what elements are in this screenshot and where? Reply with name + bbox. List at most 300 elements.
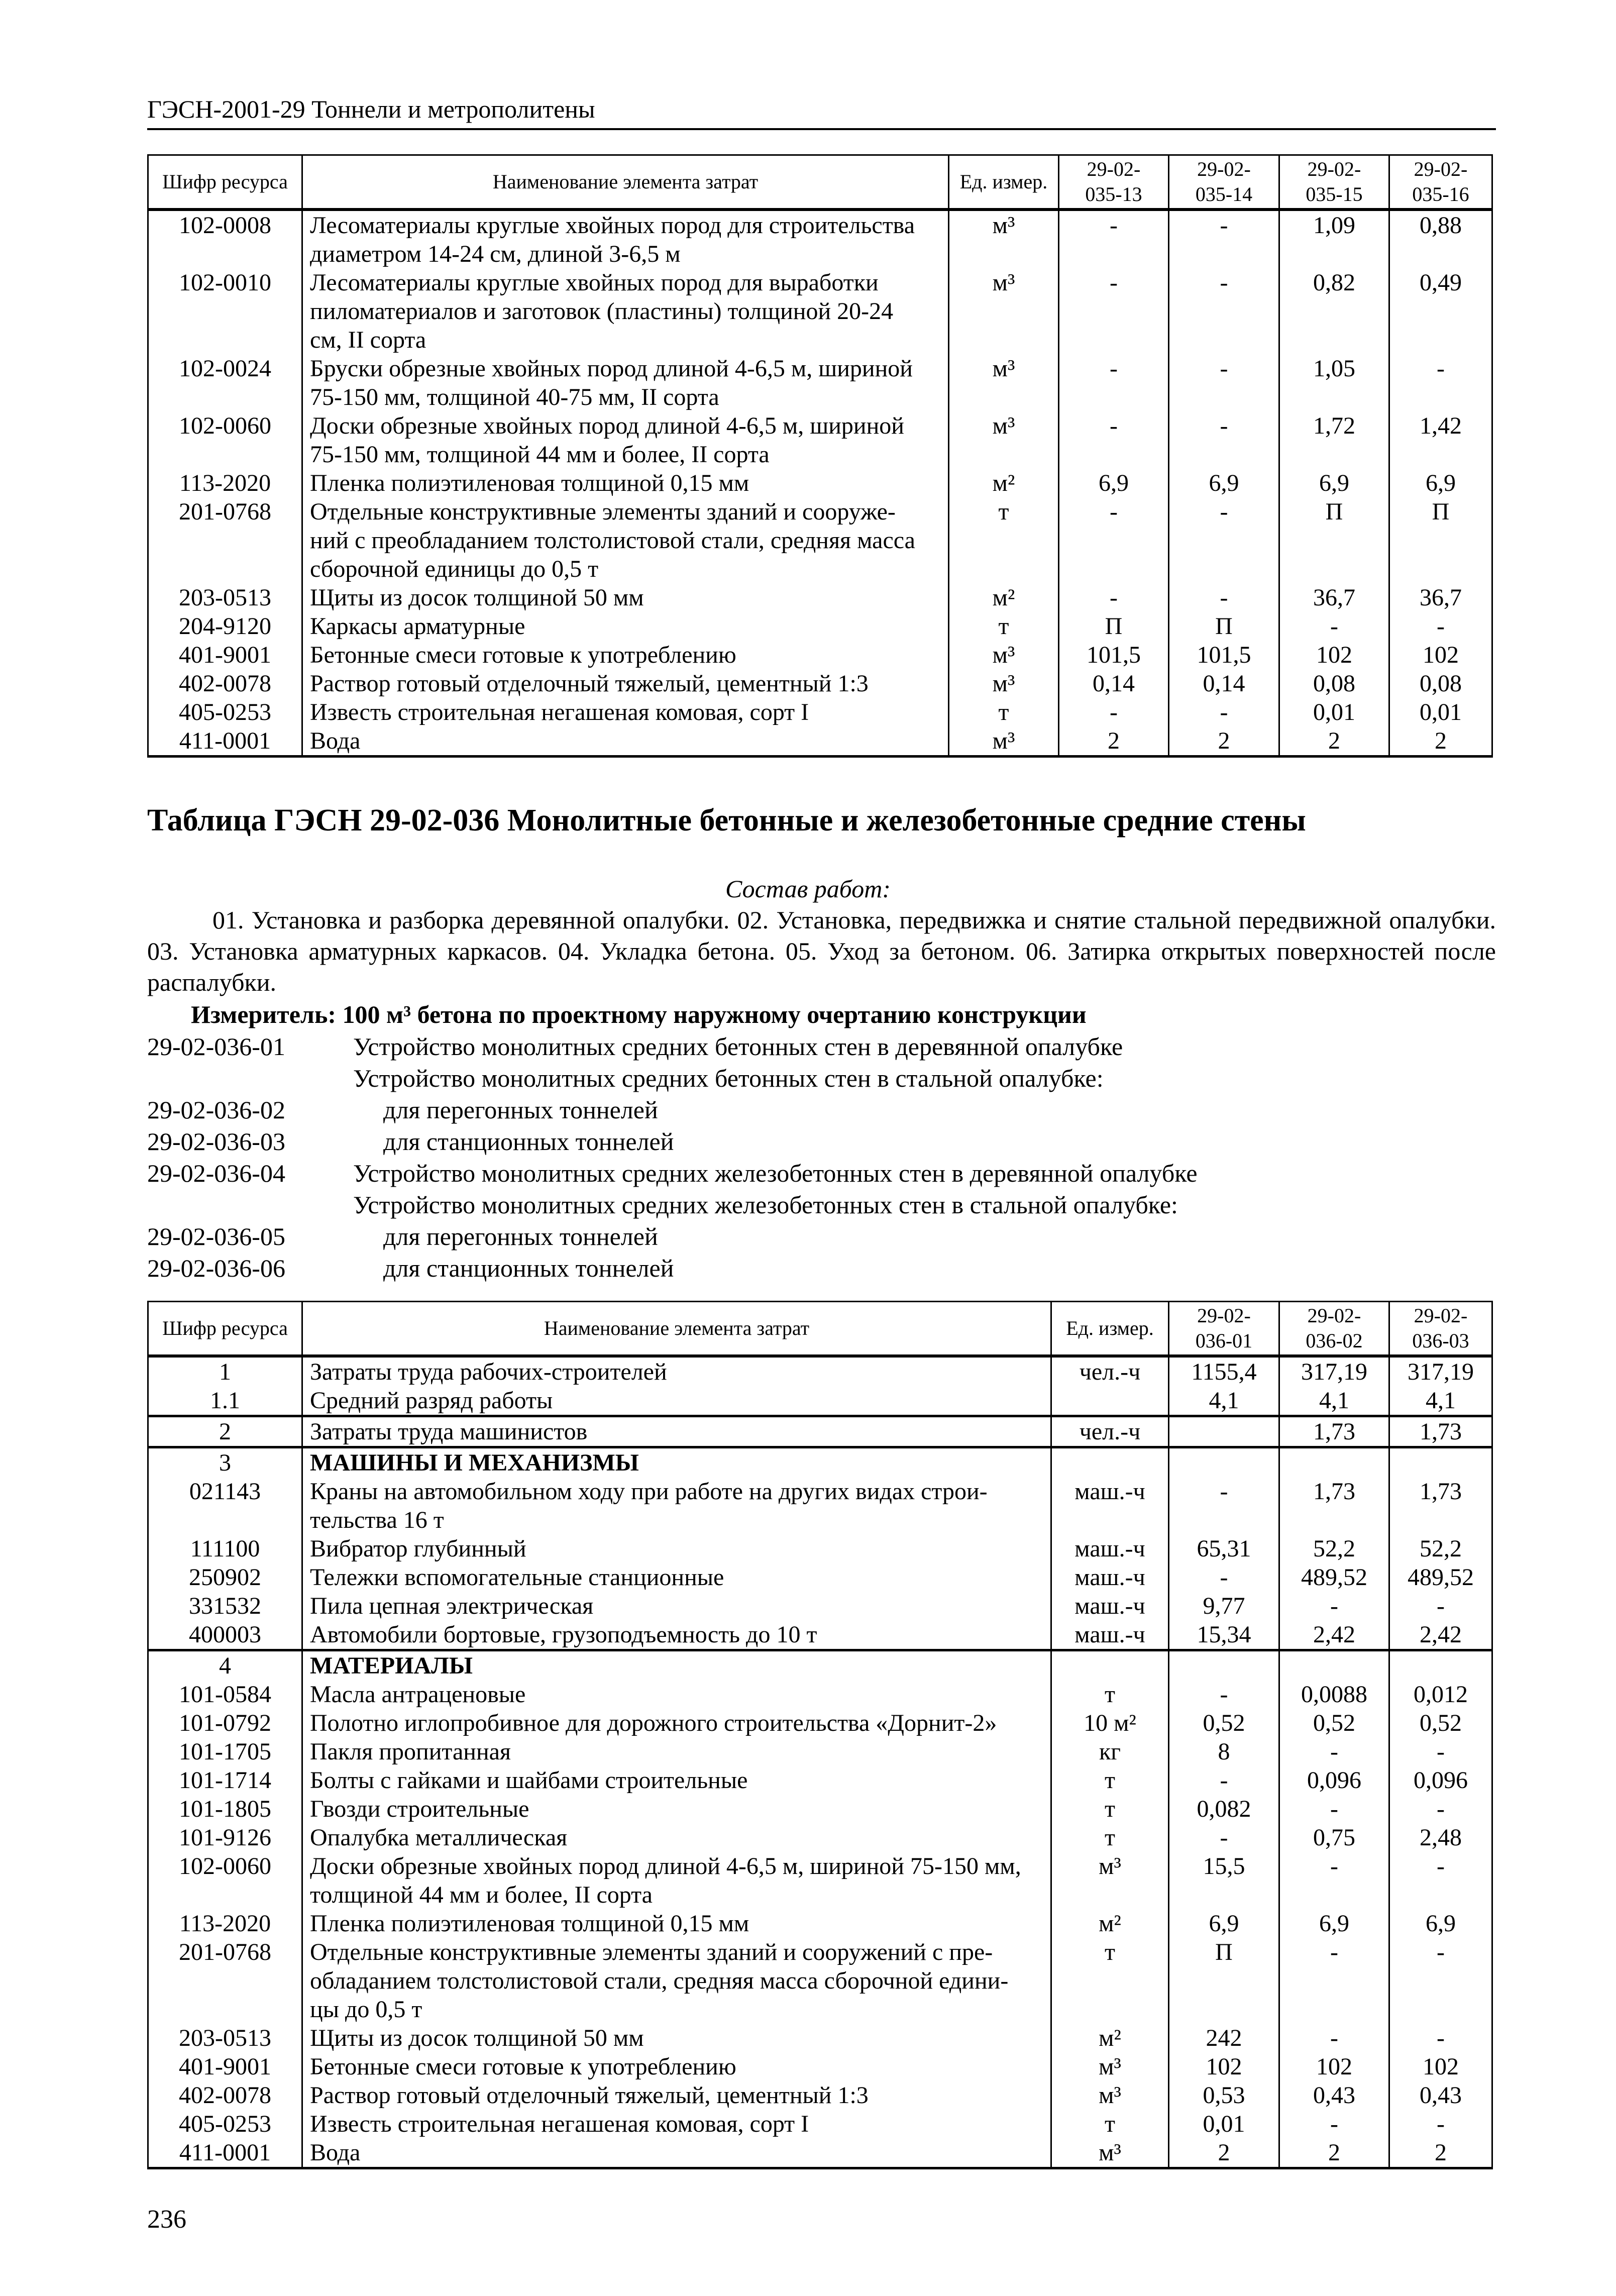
- unit: [1051, 1650, 1169, 1681]
- resource-name: Болты с гайками и шайбами строительные: [302, 1766, 1051, 1795]
- table-row: [148, 669, 1492, 698]
- value-cell: 102: [1389, 2052, 1492, 2081]
- unit: т: [1051, 1680, 1169, 1709]
- norm-item: [147, 1221, 1198, 1253]
- header-rule: [147, 128, 1496, 130]
- resource-code: 405-0253: [148, 698, 302, 726]
- value-cell: [1169, 1447, 1279, 1478]
- value-cell: 4,1: [1389, 1386, 1492, 1416]
- unit: м²: [949, 583, 1059, 612]
- value-cell: 0,08: [1389, 669, 1492, 698]
- resource-name: Доски обрезные хвойных пород длиной 4-6,5 м, шириной 75-150 мм, толщиной 44 мм и более, II сорта: [302, 1852, 1051, 1909]
- value-cell: -: [1279, 2110, 1389, 2138]
- table-row: [148, 612, 1492, 641]
- value-cell: -: [1169, 583, 1279, 612]
- value-cell: 0,52: [1279, 1709, 1389, 1737]
- table-row: [148, 1709, 1492, 1737]
- unit: м³: [1051, 2138, 1169, 2168]
- norm-code: 29-02-036-02: [147, 1096, 285, 1124]
- value-cell: -: [1059, 698, 1169, 726]
- unit: чел.-ч: [1051, 1356, 1169, 1386]
- value-cell: 65,31: [1169, 1534, 1279, 1563]
- value-cell: 0,49: [1389, 268, 1492, 354]
- resource-name: Бетонные смеси готовые к употреблению: [302, 641, 949, 669]
- resource-name: Бетонные смеси готовые к употреблению: [302, 2052, 1051, 2081]
- column-header: 29-02- 036-03: [1389, 1302, 1492, 1356]
- unit: т: [1051, 2110, 1169, 2138]
- unit: [1051, 1386, 1169, 1416]
- table-row: [148, 2024, 1492, 2052]
- value-cell: 489,52: [1389, 1563, 1492, 1592]
- resource-code: 102-0060: [148, 411, 302, 469]
- resource-name: Пила цепная электрическая: [302, 1592, 1051, 1620]
- norm-description: Устройство монолитных средних железобетонных стен в деревянной опалубке: [353, 1159, 1198, 1187]
- resource-table-036: [147, 1301, 1493, 2169]
- norm-description: для станционных тоннелей: [383, 1254, 674, 1282]
- resource-name: Известь строительная негашеная комовая, сорт I: [302, 2110, 1051, 2138]
- resource-code: 102-0024: [148, 354, 302, 411]
- value-cell: 0,52: [1169, 1709, 1279, 1737]
- resource-name: Затраты труда рабочих-строителей: [302, 1356, 1051, 1386]
- value-cell: -: [1169, 1823, 1279, 1852]
- norm-code: 29-02-036-04: [147, 1159, 285, 1187]
- value-cell: 6,9: [1059, 469, 1169, 497]
- value-cell: 0,14: [1169, 669, 1279, 698]
- table-row: [148, 698, 1492, 726]
- table-row: [148, 1680, 1492, 1709]
- resource-name: Гвозди строительные: [302, 1795, 1051, 1823]
- value-cell: 1,73: [1279, 1477, 1389, 1534]
- unit: 10 м²: [1051, 1709, 1169, 1737]
- resource-name: Отдельные конструктивные элементы зданий и сооружений с пре- обладанием толстолистовой стали, средняя масса сборочной едини- цы до 0,5 т: [302, 1938, 1051, 2024]
- norm-code: 29-02-036-05: [147, 1222, 285, 1250]
- unit: т: [949, 612, 1059, 641]
- resource-name: Вода: [302, 2138, 1051, 2168]
- value-cell: П: [1389, 497, 1492, 583]
- resource-name: Масла антраценовые: [302, 1680, 1051, 1709]
- resource-code: 1.1: [148, 1386, 302, 1416]
- value-cell: 1,72: [1279, 411, 1389, 469]
- resource-code: 411-0001: [148, 2138, 302, 2168]
- resource-name: Опалубка металлическая: [302, 1823, 1051, 1852]
- value-cell: -: [1169, 497, 1279, 583]
- value-cell: 1155,4: [1169, 1356, 1279, 1386]
- value-cell: 2: [1279, 2138, 1389, 2168]
- resource-code: 111100: [148, 1534, 302, 1563]
- unit: кг: [1051, 1737, 1169, 1766]
- value-cell: 1,73: [1389, 1416, 1492, 1447]
- resource-name: Автомобили бортовые, грузоподъемность до 10 т: [302, 1620, 1051, 1650]
- resource-code: 1: [148, 1356, 302, 1386]
- header-row: [148, 1302, 1492, 1356]
- table-row: [148, 1823, 1492, 1852]
- resource-code: 203-0513: [148, 583, 302, 612]
- column-header: 29-02- 035-14: [1169, 155, 1279, 210]
- value-cell: 1,42: [1389, 411, 1492, 469]
- value-cell: 6,9: [1169, 1909, 1279, 1938]
- value-cell: -: [1169, 268, 1279, 354]
- unit: м³: [1051, 2081, 1169, 2110]
- norm-code: 29-02-036-01: [147, 1032, 285, 1061]
- value-cell: 2,42: [1279, 1620, 1389, 1650]
- table-title: Таблица ГЭСН 29-02-036 Монолитные бетонные и железобетонные средние стены: [147, 803, 1306, 838]
- resource-code: 405-0253: [148, 2110, 302, 2138]
- table-row: [148, 354, 1492, 411]
- resource-code: 101-0584: [148, 1680, 302, 1709]
- resource-name: Пленка полиэтиленовая толщиной 0,15 мм: [302, 469, 949, 497]
- section-heading: МАТЕРИАЛЫ: [302, 1650, 1051, 1681]
- value-cell: 102: [1279, 2052, 1389, 2081]
- resource-code: 250902: [148, 1563, 302, 1592]
- value-cell: -: [1169, 698, 1279, 726]
- table-row: [148, 583, 1492, 612]
- unit: м³: [949, 726, 1059, 757]
- unit: м³: [949, 641, 1059, 669]
- value-cell: 9,77: [1169, 1592, 1279, 1620]
- norm-item: [147, 1253, 1198, 1284]
- norm-item: [147, 1158, 1198, 1189]
- value-cell: -: [1279, 612, 1389, 641]
- value-cell: 6,9: [1389, 469, 1492, 497]
- unit: м³: [949, 268, 1059, 354]
- value-cell: 2,48: [1389, 1823, 1492, 1852]
- unit: м³: [949, 669, 1059, 698]
- unit: маш.-ч: [1051, 1563, 1169, 1592]
- value-cell: -: [1389, 2110, 1492, 2138]
- value-cell: 0,082: [1169, 1795, 1279, 1823]
- resource-code: 2: [148, 1416, 302, 1447]
- norm-description: для станционных тоннелей: [383, 1127, 674, 1156]
- resource-code: 402-0078: [148, 2081, 302, 2110]
- value-cell: [1389, 1650, 1492, 1681]
- value-cell: -: [1059, 268, 1169, 354]
- value-cell: 242: [1169, 2024, 1279, 2052]
- value-cell: -: [1389, 354, 1492, 411]
- value-cell: -: [1169, 1680, 1279, 1709]
- value-cell: 0,096: [1389, 1766, 1492, 1795]
- value-cell: 6,9: [1389, 1909, 1492, 1938]
- table-row: [148, 2052, 1492, 2081]
- resource-code: 3: [148, 1447, 302, 1478]
- unit: т: [1051, 1766, 1169, 1795]
- table-row: [148, 1386, 1492, 1416]
- unit: маш.-ч: [1051, 1620, 1169, 1650]
- header-row: [148, 155, 1492, 210]
- table-row: [148, 1563, 1492, 1592]
- value-cell: 489,52: [1279, 1563, 1389, 1592]
- value-cell: 1,73: [1279, 1416, 1389, 1447]
- resource-code: 411-0001: [148, 726, 302, 757]
- column-header: 29-02- 035-13: [1059, 155, 1169, 210]
- table-row: [148, 497, 1492, 583]
- resource-code: 101-9126: [148, 1823, 302, 1852]
- value-cell: -: [1279, 1852, 1389, 1909]
- resource-code: 204-9120: [148, 612, 302, 641]
- resource-code: 102-0010: [148, 268, 302, 354]
- table-row: [148, 2138, 1492, 2168]
- resource-name: Средний разряд работы: [302, 1386, 1051, 1416]
- table-row: [148, 1592, 1492, 1620]
- unit: м²: [1051, 1909, 1169, 1938]
- value-cell: 317,19: [1389, 1356, 1492, 1386]
- resource-code: 401-9001: [148, 641, 302, 669]
- value-cell: 0,82: [1279, 268, 1389, 354]
- value-cell: [1389, 1447, 1492, 1478]
- norm-item-list: [147, 1031, 1198, 1284]
- unit: т: [1051, 1823, 1169, 1852]
- table-row: [148, 641, 1492, 669]
- value-cell: -: [1169, 354, 1279, 411]
- resource-name: Бруски обрезные хвойных пород длиной 4-6,5 м, шириной 75-150 мм, толщиной 40-75 мм, II сорта: [302, 354, 949, 411]
- value-cell: 2: [1389, 726, 1492, 757]
- resource-name: Щиты из досок толщиной 50 мм: [302, 583, 949, 612]
- norm-description: для перегонных тоннелей: [383, 1096, 658, 1124]
- norm-item: [147, 1031, 1198, 1063]
- value-cell: 102: [1279, 641, 1389, 669]
- value-cell: -: [1279, 1938, 1389, 2024]
- resource-code: 101-1705: [148, 1737, 302, 1766]
- table-row: [148, 1795, 1492, 1823]
- value-cell: П: [1059, 612, 1169, 641]
- value-cell: 2: [1059, 726, 1169, 757]
- table-row: [148, 1938, 1492, 2024]
- value-cell: -: [1279, 1795, 1389, 1823]
- resource-code: 113-2020: [148, 469, 302, 497]
- value-cell: 0,012: [1389, 1680, 1492, 1709]
- resource-name: Вода: [302, 726, 949, 757]
- norm-item: [147, 1189, 1198, 1221]
- running-header: ГЭСН-2001-29 Тоннели и метрополитены: [147, 95, 595, 123]
- resource-code: 201-0768: [148, 1938, 302, 2024]
- norm-description: для перегонных тоннелей: [383, 1222, 658, 1250]
- table-row: [148, 2110, 1492, 2138]
- table-row: [148, 1477, 1492, 1534]
- norm-item: [147, 1063, 1198, 1094]
- unit: м³: [949, 354, 1059, 411]
- value-cell: -: [1279, 2024, 1389, 2052]
- value-cell: 36,7: [1279, 583, 1389, 612]
- column-header: Наименование элемента затрат: [302, 1302, 1051, 1356]
- value-cell: 2: [1169, 2138, 1279, 2168]
- value-cell: 52,2: [1279, 1534, 1389, 1563]
- value-cell: 4,1: [1169, 1386, 1279, 1416]
- value-cell: 0,52: [1389, 1709, 1492, 1737]
- value-cell: 0,75: [1279, 1823, 1389, 1852]
- value-cell: П: [1169, 612, 1279, 641]
- meter-line: Измеритель: 100 м³ бетона по проектному наружному очертанию конструкции: [191, 1000, 1087, 1028]
- value-cell: 4,1: [1279, 1386, 1389, 1416]
- resource-code: 102-0008: [148, 210, 302, 268]
- value-cell: 15,34: [1169, 1620, 1279, 1650]
- value-cell: -: [1389, 1737, 1492, 1766]
- value-cell: -: [1389, 1938, 1492, 2024]
- value-cell: 6,9: [1279, 1909, 1389, 1938]
- unit: т: [1051, 1938, 1169, 2024]
- value-cell: 102: [1389, 641, 1492, 669]
- norm-item: [147, 1094, 1198, 1126]
- value-cell: [1169, 1416, 1279, 1447]
- value-cell: 1,09: [1279, 210, 1389, 268]
- table-row: [148, 210, 1492, 268]
- column-header: 29-02- 036-02: [1279, 1302, 1389, 1356]
- table-row: [148, 1766, 1492, 1795]
- resource-name: Краны на автомобильном ходу при работе на других видах строи- тельства 16 т: [302, 1477, 1051, 1534]
- composition-text: 01. Установка и разборка деревянной опалубки. 02. Установка, передвижка и снятие стальной передвижной опалубки. 03. Установка арматурных каркасов. 04. Укладка бетона. 05. Уход за бетоном. 06. Затирка открытых поверхностей после распалубки.: [147, 906, 1496, 996]
- resource-name: Вибратор глубинный: [302, 1534, 1051, 1563]
- composition-title: Состав работ:: [725, 875, 891, 903]
- unit: [1051, 1447, 1169, 1478]
- resource-name: Раствор готовый отделочный тяжелый, цементный 1:3: [302, 2081, 1051, 2110]
- norm-item: [147, 1126, 1198, 1158]
- value-cell: 102: [1169, 2052, 1279, 2081]
- value-cell: П: [1169, 1938, 1279, 2024]
- column-header: 29-02- 035-15: [1279, 155, 1389, 210]
- resource-name: Раствор готовый отделочный тяжелый, цементный 1:3: [302, 669, 949, 698]
- value-cell: 0,01: [1169, 2110, 1279, 2138]
- table-row: [148, 2081, 1492, 2110]
- table-row: [148, 1737, 1492, 1766]
- table-row: [148, 1620, 1492, 1650]
- column-header: Наименование элемента затрат: [302, 155, 949, 210]
- section-heading: МАШИНЫ И МЕХАНИЗМЫ: [302, 1447, 1051, 1478]
- value-cell: -: [1059, 354, 1169, 411]
- unit: т: [949, 698, 1059, 726]
- column-header: 29-02- 036-01: [1169, 1302, 1279, 1356]
- value-cell: 101,5: [1059, 641, 1169, 669]
- value-cell: 101,5: [1169, 641, 1279, 669]
- resource-name: Каркасы арматурные: [302, 612, 949, 641]
- value-cell: -: [1389, 612, 1492, 641]
- value-cell: 0,43: [1389, 2081, 1492, 2110]
- resource-name: Щиты из досок толщиной 50 мм: [302, 2024, 1051, 2052]
- column-header: Шифр ресурса: [148, 155, 302, 210]
- unit: чел.-ч: [1051, 1416, 1169, 1447]
- table-row: [148, 1447, 1492, 1478]
- resource-code: 401-9001: [148, 2052, 302, 2081]
- value-cell: -: [1059, 583, 1169, 612]
- table-row: [148, 268, 1492, 354]
- value-cell: 6,9: [1169, 469, 1279, 497]
- column-header: 29-02- 035-16: [1389, 155, 1492, 210]
- norm-description: Устройство монолитных средних бетонных стен в деревянной опалубке: [353, 1032, 1123, 1061]
- value-cell: 52,2: [1389, 1534, 1492, 1563]
- resource-name: Полотно иглопробивное для дорожного строительства «Дорнит-2»: [302, 1709, 1051, 1737]
- resource-name: Доски обрезные хвойных пород длиной 4-6,5 м, шириной 75-150 мм, толщиной 44 мм и более, II сорта: [302, 411, 949, 469]
- value-cell: -: [1389, 1592, 1492, 1620]
- value-cell: 1,05: [1279, 354, 1389, 411]
- resource-name: Пленка полиэтиленовая толщиной 0,15 мм: [302, 1909, 1051, 1938]
- resource-code: 101-1805: [148, 1795, 302, 1823]
- value-cell: -: [1169, 210, 1279, 268]
- value-cell: 2: [1169, 726, 1279, 757]
- unit: маш.-ч: [1051, 1592, 1169, 1620]
- table-row: [148, 1852, 1492, 1909]
- value-cell: 317,19: [1279, 1356, 1389, 1386]
- resource-code: 402-0078: [148, 669, 302, 698]
- unit: м³: [949, 210, 1059, 268]
- table-row: [148, 1650, 1492, 1681]
- table-row: [148, 1356, 1492, 1386]
- resource-code: 201-0768: [148, 497, 302, 583]
- resource-code: 331532: [148, 1592, 302, 1620]
- value-cell: -: [1059, 210, 1169, 268]
- norm-description: Устройство монолитных средних бетонных стен в стальной опалубке:: [353, 1064, 1104, 1092]
- resource-name: Известь строительная негашеная комовая, сорт I: [302, 698, 949, 726]
- value-cell: -: [1169, 1477, 1279, 1534]
- value-cell: 0,0088: [1279, 1680, 1389, 1709]
- resource-name: Отдельные конструктивные элементы зданий и сооруже- ний с преобладанием толстолистовой стали, средняя масса сборочной единицы до 0,5 т: [302, 497, 949, 583]
- value-cell: 2: [1389, 2138, 1492, 2168]
- value-cell: 2: [1279, 726, 1389, 757]
- value-cell: -: [1279, 1592, 1389, 1620]
- value-cell: -: [1169, 1766, 1279, 1795]
- value-cell: -: [1389, 1852, 1492, 1909]
- value-cell: 0,14: [1059, 669, 1169, 698]
- resource-code: 101-1714: [148, 1766, 302, 1795]
- norm-description: Устройство монолитных средних железобетонных стен в стальной опалубке:: [353, 1191, 1178, 1219]
- resource-code: 101-0792: [148, 1709, 302, 1737]
- resource-code: 102-0060: [148, 1852, 302, 1909]
- value-cell: -: [1279, 1737, 1389, 1766]
- unit: м³: [1051, 1852, 1169, 1909]
- resource-name: Тележки вспомогательные станционные: [302, 1563, 1051, 1592]
- value-cell: 0,01: [1389, 698, 1492, 726]
- resource-code: 113-2020: [148, 1909, 302, 1938]
- value-cell: [1169, 1650, 1279, 1681]
- table-row: [148, 469, 1492, 497]
- table-row: [148, 1534, 1492, 1563]
- resource-code: 203-0513: [148, 2024, 302, 2052]
- value-cell: -: [1059, 497, 1169, 583]
- norm-code: 29-02-036-03: [147, 1127, 285, 1156]
- norm-code: 29-02-036-06: [147, 1254, 285, 1282]
- value-cell: 0,53: [1169, 2081, 1279, 2110]
- value-cell: [1279, 1650, 1389, 1681]
- column-header: Ед. измер.: [1051, 1302, 1169, 1356]
- unit: т: [1051, 1795, 1169, 1823]
- resource-name: Лесоматериалы круглые хвойных пород для выработки пиломатериалов и заготовок (пластины) толщиной 20-24 см, II сорта: [302, 268, 949, 354]
- value-cell: 0,096: [1279, 1766, 1389, 1795]
- unit: м²: [949, 469, 1059, 497]
- value-cell: -: [1059, 411, 1169, 469]
- value-cell: 1,73: [1389, 1477, 1492, 1534]
- resource-name: Затраты труда машинистов: [302, 1416, 1051, 1447]
- table-row: [148, 411, 1492, 469]
- resource-table-035: [147, 154, 1493, 758]
- resource-code: 4: [148, 1650, 302, 1681]
- value-cell: 36,7: [1389, 583, 1492, 612]
- value-cell: 0,88: [1389, 210, 1492, 268]
- resource-name: Лесоматериалы круглые хвойных пород для строительства диаметром 14-24 см, длиной 3-6,5 м: [302, 210, 949, 268]
- value-cell: 0,08: [1279, 669, 1389, 698]
- column-header: Шифр ресурса: [148, 1302, 302, 1356]
- resource-name: Пакля пропитанная: [302, 1737, 1051, 1766]
- unit: маш.-ч: [1051, 1534, 1169, 1563]
- value-cell: 15,5: [1169, 1852, 1279, 1909]
- resource-code: 400003: [148, 1620, 302, 1650]
- value-cell: -: [1169, 1563, 1279, 1592]
- value-cell: -: [1389, 1795, 1492, 1823]
- resource-code: 021143: [148, 1477, 302, 1534]
- page-number: 236: [147, 2205, 186, 2234]
- column-header: Ед. измер.: [949, 155, 1059, 210]
- value-cell: 8: [1169, 1737, 1279, 1766]
- unit: м²: [1051, 2024, 1169, 2052]
- value-cell: -: [1169, 411, 1279, 469]
- unit: т: [949, 497, 1059, 583]
- value-cell: 6,9: [1279, 469, 1389, 497]
- unit: м³: [949, 411, 1059, 469]
